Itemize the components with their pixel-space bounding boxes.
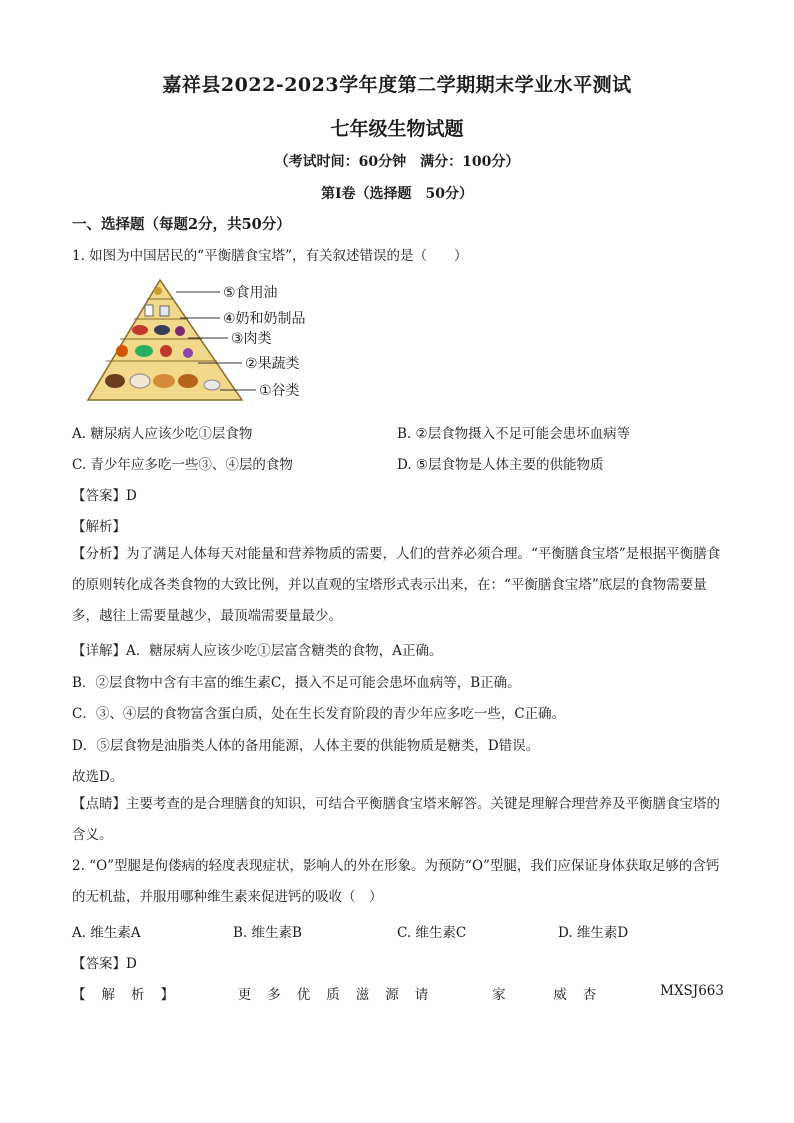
q1-conclusion: 故选D。 bbox=[72, 769, 124, 785]
q1-detail-a: 【详解】A．糖尿病人应该少吃①层富含糖类的食物，A正确。 bbox=[72, 643, 443, 659]
q1-option-c: C. 青少年应多吃一些③、④层的食物 bbox=[72, 457, 293, 473]
q1-option-b: B. ②层食物摄入不足可能会患坏血病等 bbox=[397, 426, 631, 442]
pyramid-label-1: ①谷类 bbox=[259, 383, 300, 399]
q1-stem: 1. 如图为中国居民的“平衡膳食宝塔”，有关叙述错误的是（ ） bbox=[72, 248, 468, 264]
pyramid-label-4: ④奶和奶制品 bbox=[223, 311, 306, 327]
q1-comment: 【点睛】主要考查的是合理膳食的知识，可结合平衡膳食宝塔来解答。关键是理解合理营养及平衡膳食宝塔的含义。 bbox=[72, 796, 720, 843]
q1-analysis: 【分析】为了满足人体每天对能量和营养物质的需要，人们的营养必须合理。“平衡膳食宝塔”是根据平衡膳食的原则转化成各类食物的大致比例，并以直观的宝塔形式表示出来，在：“平衡膳食宝塔”底层的食物需要量多，越往上需要量越少，最顶端需要量最少。 bbox=[72, 546, 721, 624]
q2-option-b: B. 维生素B bbox=[233, 925, 302, 941]
pyramid-label-2: ②果蔬类 bbox=[245, 356, 300, 372]
footer-text-2: 家 bbox=[492, 987, 506, 1003]
footer-text-3: 威杏 bbox=[553, 987, 613, 1003]
exam-title: 嘉祥县2022-2023学年度第二学期期末学业水平测试 bbox=[162, 74, 632, 96]
q2-option-c: C. 维生素C bbox=[397, 925, 467, 941]
section-title: 第Ⅰ卷（选择题 50分） bbox=[320, 186, 474, 202]
exam-subtitle: 七年级生物试题 bbox=[330, 118, 464, 140]
footer-analysis-label: 【解析】 bbox=[72, 987, 190, 1003]
footer-text-1: 更多优质滋源请 bbox=[237, 987, 445, 1003]
q1-option-d: D. ⑤层食物是人体主要的供能物质 bbox=[397, 457, 604, 473]
q2-option-d: D. 维生素D bbox=[558, 925, 629, 941]
q1-detail-d: D．⑤层食物是油脂类人体的备用能源，人体主要的供能物质是糖类，D错误。 bbox=[72, 738, 540, 754]
pyramid-label-3: ③肉类 bbox=[231, 331, 272, 347]
pyramid-label-5: ⑤食用油 bbox=[223, 285, 278, 301]
food-pyramid-figure bbox=[80, 275, 340, 415]
part-heading: 一、选择题（每题2分，共50分） bbox=[72, 216, 291, 233]
exam-info: （考试时间：60分钟 满分：100分） bbox=[274, 154, 520, 170]
q2-answer: 【答案】D bbox=[72, 956, 137, 972]
footer-line bbox=[72, 983, 724, 1003]
q1-answer: 【答案】D bbox=[72, 488, 137, 504]
q2-stem: 2. “O”型腿是佝偻病的轻度表现症状，影响人的外在形象。为预防“O”型腿，我们应保证身体获取足够的含钙的无机盐，并服用哪种维生素来促进钙的吸收（ ） bbox=[72, 858, 720, 905]
q2-option-a: A. 维生素A bbox=[72, 925, 141, 941]
q1-detail-c: C．③、④层的食物富含蛋白质，处在生长发育阶段的青少年应多吃一些，C正确。 bbox=[72, 706, 566, 722]
q1-option-a: A. 糖尿病人应该少吃①层食物 bbox=[72, 426, 253, 442]
footer-code: MXSJ663 bbox=[660, 983, 724, 999]
q1-detail-b: B．②层食物中含有丰富的维生素C，摄入不足可能会患坏血病等，B正确。 bbox=[72, 675, 521, 691]
q1-analysis-label: 【解析】 bbox=[72, 519, 126, 535]
